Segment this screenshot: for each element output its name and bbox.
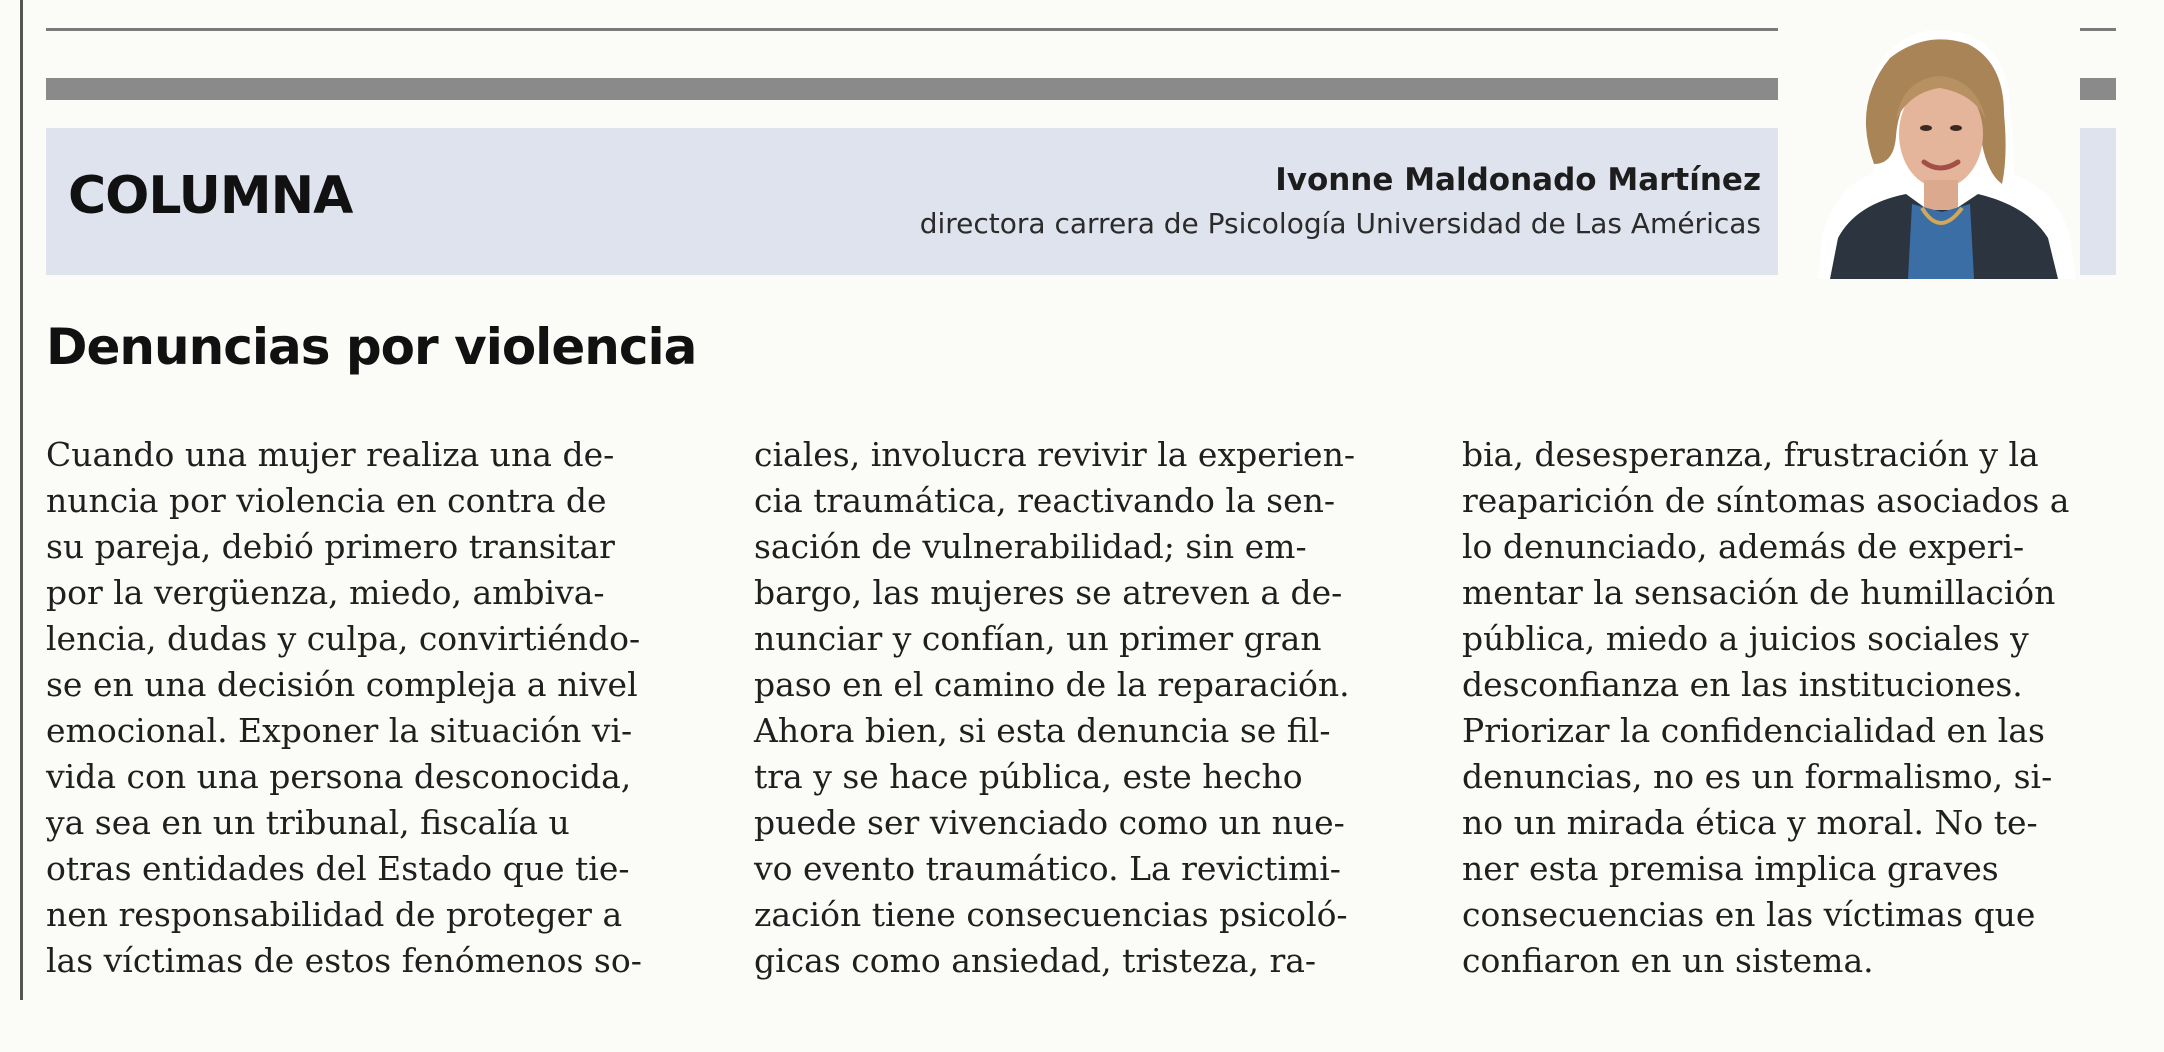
text-line: bia, desesperanza, frustración y la: [1462, 435, 2039, 474]
text-line: Priorizar la confidencialidad en las: [1462, 711, 2045, 750]
text-line: consecuencias en las víctimas que: [1462, 895, 2036, 934]
article-column-1: [46, 432, 696, 984]
text-line: gicas como ansiedad, tristeza, ra-: [754, 941, 1317, 980]
text-line: Ahora bien, si esta denuncia se fil-: [754, 711, 1331, 750]
photo-blouse: [1908, 204, 1974, 279]
text-line: por la vergüenza, miedo, ambiva-: [46, 573, 605, 612]
author-name: Ivonne Maldonado Martínez: [1275, 162, 1761, 198]
text-line: no un mirada ética y moral. No te-: [1462, 803, 2038, 842]
text-line: vo evento traumático. La revictimi-: [754, 849, 1341, 888]
text-line: su pareja, debió primero transitar: [46, 527, 615, 566]
text-line: las víctimas de estos fenómenos so-: [46, 941, 642, 980]
text-line: ner esta premisa implica graves: [1462, 849, 1999, 888]
text-line: lo denunciado, además de experi-: [1462, 527, 2025, 566]
photo-neck: [1924, 180, 1958, 210]
author-role: directora carrera de Psicología Universidad de Las Américas: [919, 207, 1761, 240]
text-line: desconfianza en las instituciones.: [1462, 665, 2023, 704]
text-line: mentar la sensación de humillación: [1462, 573, 2056, 612]
text-line: zación tiene consecuencias psicoló-: [754, 895, 1348, 934]
text-line: tra y se hace pública, este hecho: [754, 757, 1303, 796]
text-line: cia traumática, reactivando la sen-: [754, 481, 1335, 520]
text-line: vida con una persona desconocida,: [46, 757, 632, 796]
text-line: nuncia por violencia en contra de: [46, 481, 607, 520]
article-headline: Denuncias por violencia: [46, 318, 697, 376]
article-column-2: [754, 432, 1404, 984]
text-line: otras entidades del Estado que tie-: [46, 849, 630, 888]
text-line: reaparición de síntomas asociados a: [1462, 481, 2070, 520]
text-line: denuncias, no es un formalismo, si-: [1462, 757, 2053, 796]
text-line: ya sea en un tribunal, fiscalía u: [46, 803, 570, 842]
text-line: confiaron en un sistema.: [1462, 941, 1874, 980]
text-line: bargo, las mujeres se atreven a de-: [754, 573, 1343, 612]
text-line: se en una decisión compleja a nivel: [46, 665, 638, 704]
text-line: Cuando una mujer realiza una de-: [46, 435, 615, 474]
left-margin-rule: [20, 0, 23, 1000]
text-line: puede ser vivenciado como un nue-: [754, 803, 1345, 842]
article-column-3: [1462, 432, 2112, 984]
text-line: nunciar y confían, un primer gran: [754, 619, 1322, 658]
text-line: sación de vulnerabilidad; sin em-: [754, 527, 1307, 566]
text-line: paso en el camino de la reparación.: [754, 665, 1350, 704]
photo-eye-right: [1950, 125, 1962, 131]
text-line: pública, miedo a juicios sociales y: [1462, 619, 2029, 658]
author-photo: [1778, 24, 2080, 279]
text-line: lencia, dudas y culpa, convirtiéndo-: [46, 619, 641, 658]
photo-eye-left: [1920, 125, 1932, 131]
text-line: ciales, involucra revivir la experien-: [754, 435, 1355, 474]
section-label: COLUMNA: [68, 166, 353, 226]
text-line: nen responsabilidad de proteger a: [46, 895, 623, 934]
text-line: emocional. Exponer la situación vi-: [46, 711, 633, 750]
